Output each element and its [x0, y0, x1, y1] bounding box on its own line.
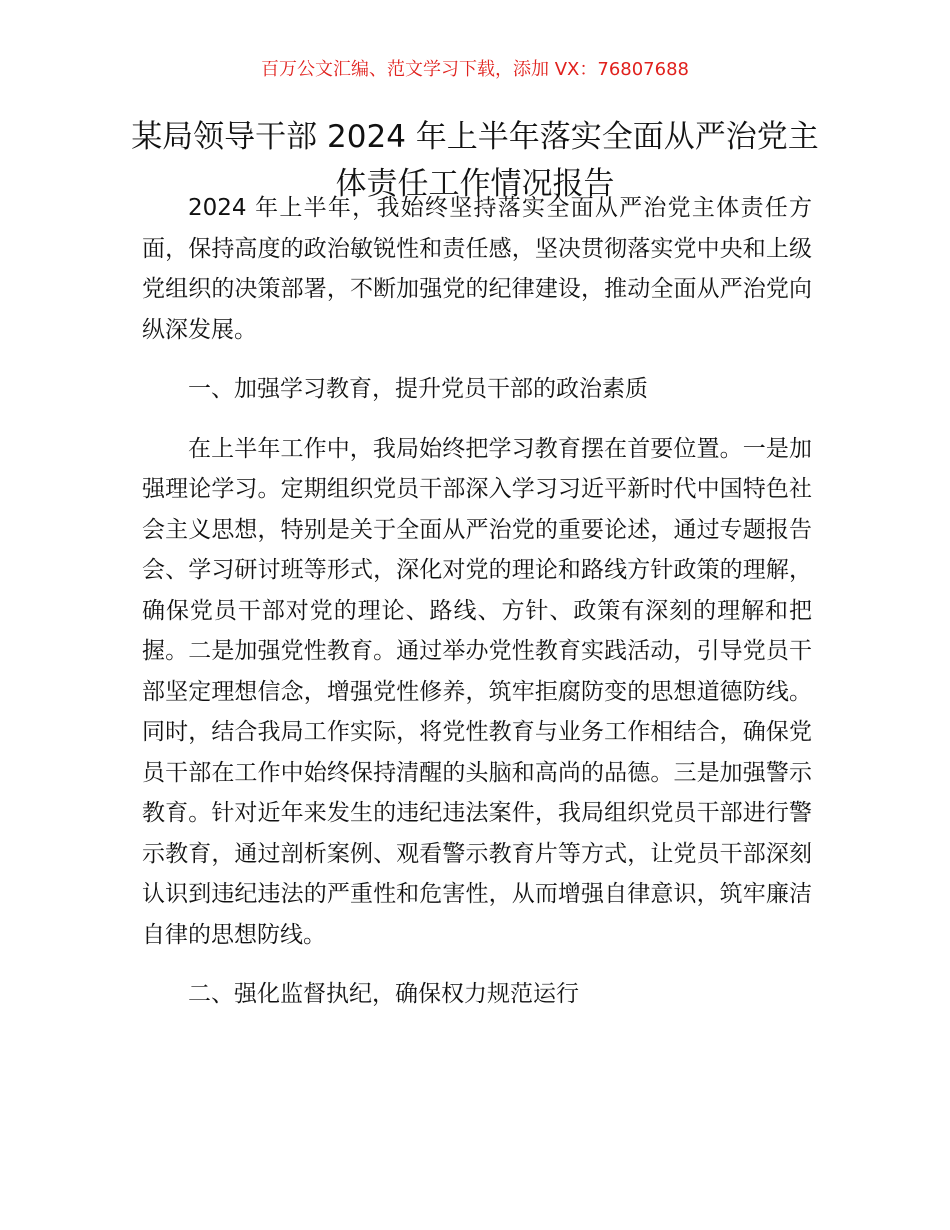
- document-title: 某局领导干部 2024 年上半年落实全面从严治党主体责任工作情况报告: [131, 119, 819, 202]
- section-heading-2: 二、强化监督执纪，确保权力规范运行: [188, 981, 579, 1007]
- section-1-paragraph: 在上半年工作中，我局始终把学习教育摆在首要位置。一是加强理论学习。定期组织党员干部深入学习习近平新时代中国特色社会主义思想，特别是关于全面从严治党的重要论述，通过专题报告会、学习研讨班等形式，深化对党的理论和路线方针政策的理解，确保党员干部对党的理论、路线、方针、政策有深刻的理解和把握。二是加强党性教育。通过举办党性教育实践活动，引导党员干部坚定理想信念，增强党性修养，筑牢拒腐防变的思想道德防线。同时，结合我局工作实际，将党性教育与业务工作相结合，确保党员干部在工作中始终保持清醒的头脑和高尚的品德。三是加强警示教育。针对近年来发生的违纪违法案件，我局组织党员干部进行警示教育，通过剖析案例、观看警示教育片等方式，让党员干部深刻认识到违纪违法的严重性和危害性，从而增强自律意识，筑牢廉洁自律的思想防线。: [142, 435, 812, 948]
- paragraph-gap: [142, 410, 812, 429]
- section-heading-1: 一、加强学习教育，提升党员干部的政治素质: [188, 376, 648, 402]
- document-body: [142, 188, 812, 1015]
- paragraph-gap: [142, 350, 812, 369]
- intro-paragraph: 2024 年上半年，我始终坚持落实全面从严治党主体责任方面，保持高度的政治敏锐性和责任感，坚决贯彻落实党中央和上级党组织的决策部署，不断加强党的纪律建设，推动全面从严治党向纵深发展。: [142, 195, 812, 343]
- watermark-banner: 百万公文汇编、范文学习下载，添加 VX：76807688: [261, 59, 689, 80]
- paragraph-gap: [142, 955, 812, 974]
